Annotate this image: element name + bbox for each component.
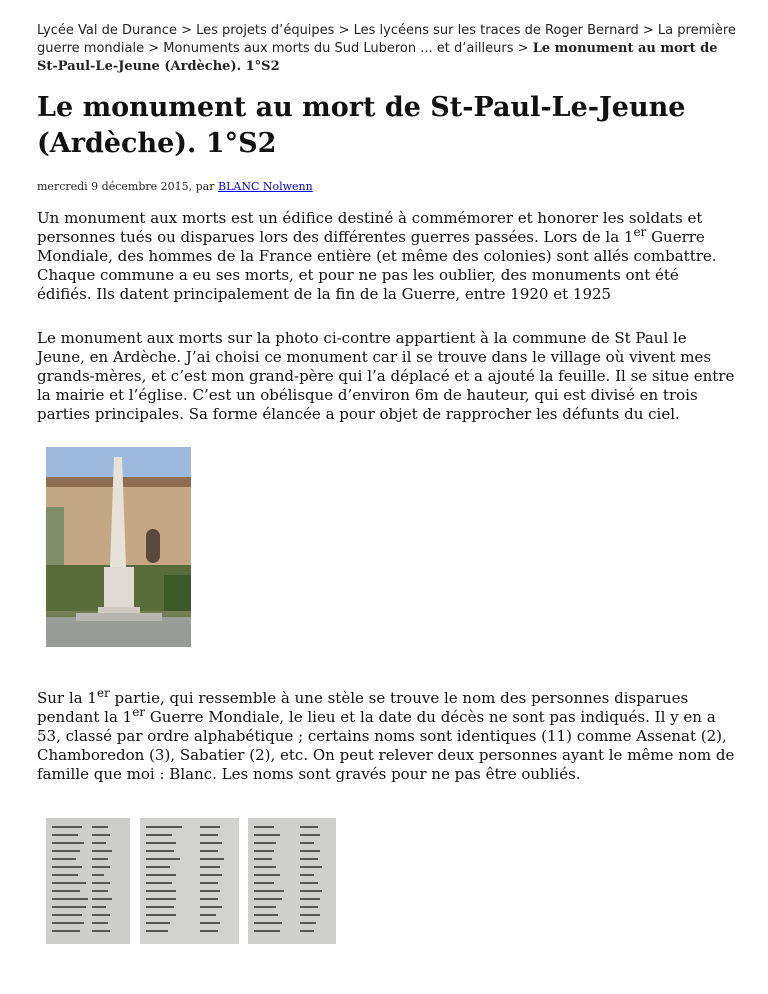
breadcrumb-separator: >	[642, 23, 654, 38]
breadcrumb-separator: >	[181, 23, 192, 38]
paragraph-intro	[37, 209, 737, 304]
paragraph-text: partie, qui ressemble à une stèle se trouve le nom des personnes disparues pendant la 1	[37, 689, 689, 726]
breadcrumb-separator: >	[338, 23, 350, 38]
superscript: er	[633, 225, 647, 239]
article-byline	[37, 180, 313, 193]
names-photo-2[interactable]	[140, 818, 239, 944]
engraved-names-image	[248, 818, 336, 944]
superscript: er	[132, 705, 146, 719]
monument-photo[interactable]	[46, 447, 191, 647]
publish-date: mercredi 9 décembre 2015, par	[37, 180, 215, 193]
paragraph-text: Guerre Mondiale, des hommes de la France entière (et même des colonies) sont allés combattre. Chaque commune a eu ses morts, et pour ne pas les oublier, des monuments ont été édifiés. Ils datent principalement de la fin de la Guerre, entre 1920 et 1925	[37, 228, 717, 303]
breadcrumb-separator: >	[148, 41, 160, 56]
paragraph-monument: Le monument aux morts sur la photo ci-contre appartient à la commune de St Paul le Jeune, en Ardèche. J’ai choisi ce monument car il se trouve dans le village où vivent mes grands-mères, et c’est mon grand-père qui l’a déplacé et a ajouté la feuille. Il se situe entre la mairie et l’église. C’est un obélisque d’environ 6m de hauteur, qui est divisé en trois parties principales. Sa forme élancée a pour objet de rapprocher les défunts du ciel.	[37, 329, 735, 423]
breadcrumb-link-roger-bernard[interactable]: Les lycéens sur les traces de Roger Bernard	[353, 23, 639, 38]
breadcrumb	[37, 22, 737, 76]
names-photo-3[interactable]	[248, 818, 336, 944]
monument-photo-image	[46, 447, 191, 647]
breadcrumb-link-first-world-war[interactable]: La première guerre mondiale	[37, 23, 736, 56]
breadcrumb-separator: >	[517, 41, 529, 56]
paragraph-text: Guerre Mondiale, le lieu et la date du décès ne sont pas indiqués. Il y en a 53, classé par ordre alphabétique ; certains noms sont identiques (11) comme Assenat (2), Chamboredon (3), Sabatier (2), etc. On peut relever deux personnes ayant le même nom de famille que moi : Blanc. Les noms sont gravés pour ne pas être oubliés.	[37, 708, 735, 783]
breadcrumb-link-home[interactable]: Lycée Val de Durance	[37, 23, 177, 38]
author-link[interactable]: BLANC Nolwenn	[217, 180, 313, 193]
breadcrumb-current: Le monument au mort de St-Paul-Le-Jeune (Ardèche). 1°S2	[37, 41, 718, 74]
engraved-names-image	[140, 818, 239, 944]
engraved-names-image	[46, 818, 130, 944]
superscript: er	[96, 686, 110, 700]
page-title: Le monument au mort de St-Paul-Le-Jeune (Ardèche). 1°S2	[37, 92, 686, 159]
names-photo-1[interactable]	[46, 818, 130, 944]
paragraph-text: Sur la 1	[37, 689, 97, 707]
paragraph-text: Un monument aux morts est un édifice destiné à commémorer et honorer les soldats et personnes tués ou disparues lors des différentes guerres passées. Lors de la 1	[37, 209, 703, 246]
breadcrumb-link-monuments[interactable]: Monuments aux morts du Sud Luberon ... et d’ailleurs	[163, 41, 514, 56]
breadcrumb-link-projects[interactable]: Les projets d’équipes	[196, 23, 335, 38]
paragraph-names	[37, 686, 737, 784]
